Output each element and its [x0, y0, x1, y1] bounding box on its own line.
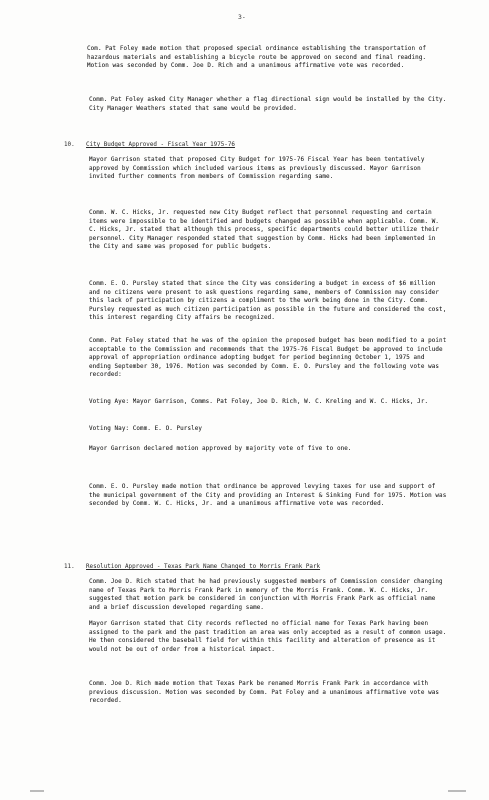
- paragraph-sign-question: Comm. Pat Foley asked City Manager whether a flag directional sign would be installed by the City. City Manager Weathers stated that same would be provided.: [89, 97, 447, 112]
- paragraph-rename-motion: Comm. Joe D. Rich made motion that Texas Park be renamed Morris Frank Park in accordance with previous discussion. Motion was seconded by Comm. Pat Foley and a unanimous affirmative vote was recorded.: [89, 681, 440, 705]
- footer-mark-right: [448, 790, 466, 792]
- paragraph-garrison-records: Mayor Garrison stated that City records reflected no official name for Texas Park having been assigned to the park and the past tradition an area was only accepted as a result of common usage. He then considered the baseball field for within this facility and alteration of presence as it would not be out of order from a historical impact.: [89, 621, 447, 653]
- item-title: City Budget Approved - Fiscal Year 1975-76: [86, 142, 235, 148]
- paragraph-hicks-comment: Comm. W. C. Hicks, Jr. requested new City Budget reflect that personnel requesting and certain items were impossible to be identified and budgets changed as possible when applicable. Comm. W. C. Hicks, Jr. stated that although this process, specific departments could better utilize their personnel. City Manager responded stated that suggestion by Comm. Hicks had been implemented in the City and same was proposed for public budgets.: [89, 210, 440, 251]
- item-title: Resolution Approved - Texas Park Name Changed to Morris Frank Park: [86, 564, 321, 570]
- item-number: 11.: [64, 564, 75, 570]
- paragraph-voting-aye: Voting Aye: Mayor Garrison, Comms. Pat Foley, Joe D. Rich, W. C. Kreling and W. C. Hicks, Jr.: [89, 399, 429, 405]
- paragraph-foley-motion: Comm. Pat Foley stated that he was of the opinion the proposed budget has been modified to a point acceptable to the Commission and recommends that the 1975-76 Fiscal Budget be approved to include approval of appropriation ordinance adopting budget for period beginning October 1, 1975 and ending September 30, 1976. Motion was seconded by Comm. E. O. Pursley and the following vote was recorded:: [89, 338, 447, 379]
- paragraph-ordinance-motion: Com. Pat Foley made motion that proposed special ordinance establishing the transportation of hazardous materials and establishing a bicycle route be approved on second and final reading. Motion was seconded by Comm. Joe D. Rich and a unanimous affirmative vote was recorded.: [87, 46, 427, 70]
- item-number: 10.: [64, 142, 75, 148]
- paragraph-budget-intro: Mayor Garrison stated that proposed City Budget for 1975-76 Fiscal Year has been tentatively approved by Commission which included various items as previously discussed. Mayor Garrison invited further comments from members of Commission regarding same.: [89, 157, 425, 181]
- footer-mark-left: [30, 790, 44, 792]
- page-number: 3-: [238, 13, 246, 21]
- paragraph-pursley-comment: Comm. E. O. Pursley stated that since the City was considering a budget in excess of $6 million and no citizens were present to ask questions regarding same, members of Commission may consider this lack of participation by citizens a compliment to the work being done in the City. Comm. Pursley requested as much citizen participation as possible in the future and considered the cost, this interest regarding City affairs be recognized.: [89, 281, 447, 322]
- paragraph-rich-suggestion: Comm. Joe D. Rich stated that he had previously suggested members of Commission consider changing name of Texas Park to Morris Frank Park in memory of the Morris Frank. Comm. W. C. Hicks, Jr. suggested that motion park be considered in conjunction with Morris Frank Park as official name and a brief discussion developed regarding same.: [89, 579, 443, 611]
- paragraph-motion-declared: Mayor Garrison declared motion approved by majority vote of five to one.: [89, 446, 352, 452]
- paragraph-voting-nay: Voting Nay: Comm. E. O. Pursley: [89, 426, 203, 432]
- paragraph-tax-ordinance: Comm. E. O. Pursley made motion that ordinance be approved levying taxes for use and support of the municipal government of the City and providing an Interest & Sinking Fund for 1975. Motion was seconded by Comm. W. C. Hicks, Jr. and a unanimous affirmative vote was recorded.: [89, 484, 447, 508]
